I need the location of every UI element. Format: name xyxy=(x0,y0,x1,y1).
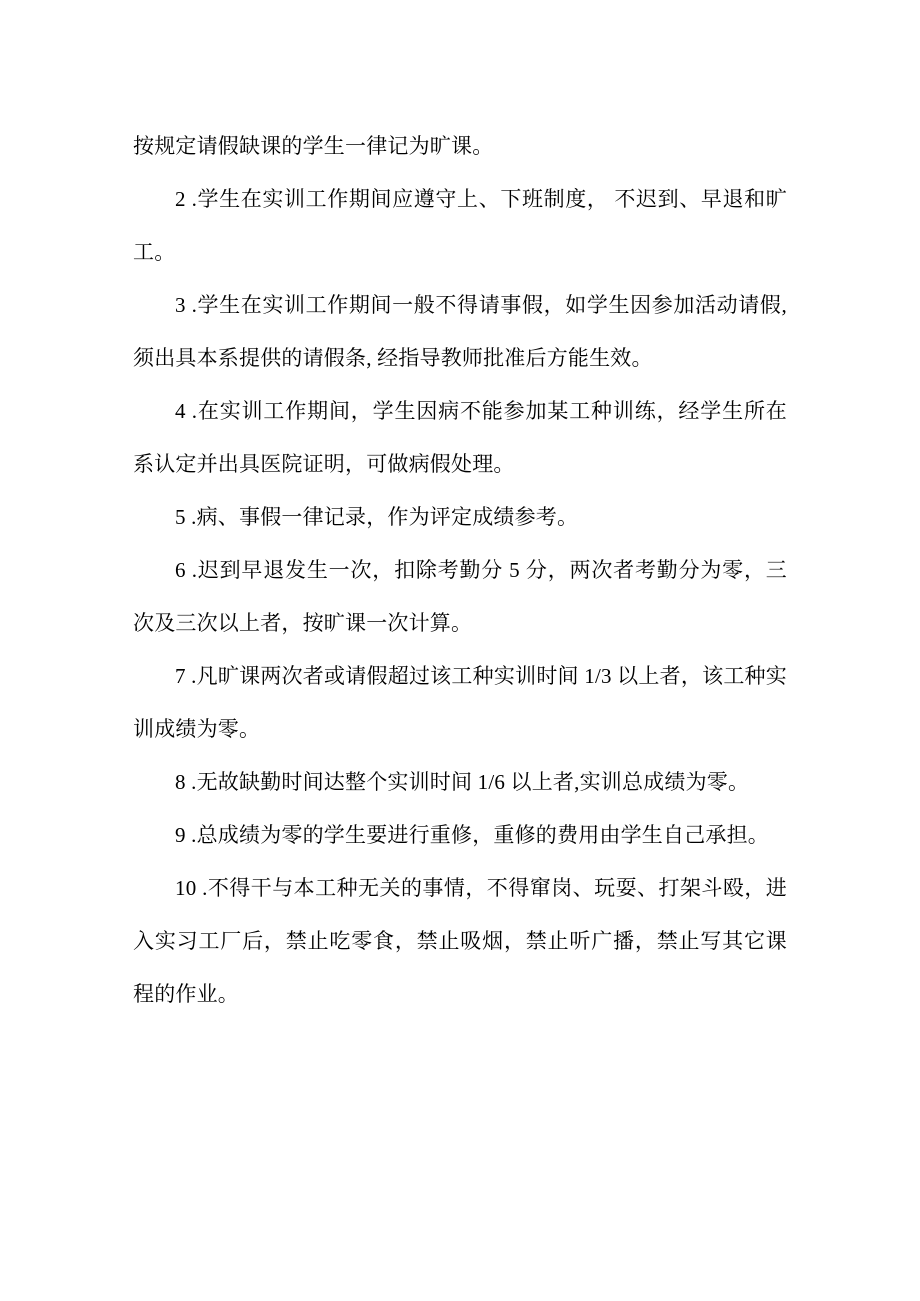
paragraph-item-7: 7 .凡旷课两次者或请假超过该工种实训时间 1/3 以上者，该工种实训成绩为零。 xyxy=(133,664,787,741)
paragraph-item-4: 4 .在实训工作期间，学生因病不能参加某工种训练，经学生所在系认定并出具医院证明，可做病假处理。 xyxy=(133,399,787,476)
paragraph-continuation: 按规定请假缺课的学生一律记为旷课。 xyxy=(133,134,494,158)
paragraph-item-8: 8 .无故缺勤时间达整个实训时间 1/6 以上者,实训总成绩为零。 xyxy=(175,770,750,794)
paragraph-item-6: 6 .迟到早退发生一次，扣除考勤分 5 分，两次者考勤分为零，三次及三次以上者，按旷课一次计算。 xyxy=(133,558,787,635)
paragraph-item-3: 3 .学生在实训工作期间一般不得请事假，如学生因参加活动请假, 须出具本系提供的请假条, 经指导教师批准后方能生效。 xyxy=(133,293,787,370)
paragraph-item-10: 10 .不得干与本工种无关的事情，不得窜岗、玩耍、打架斗殴，进入实习工厂后，禁止吃零食，禁止吸烟，禁止听广播，禁止写其它课程的作业。 xyxy=(133,876,787,1006)
document-body xyxy=(133,120,787,1021)
paragraph-item-9: 9 .总成绩为零的学生要进行重修，重修的费用由学生自己承担。 xyxy=(175,823,769,847)
paragraph-item-2: 2 .学生在实训工作期间应遵守上、下班制度， 不迟到、早退和旷工。 xyxy=(133,187,787,264)
paragraph-item-5: 5 .病、事假一律记录，作为评定成绩参考。 xyxy=(175,505,579,529)
